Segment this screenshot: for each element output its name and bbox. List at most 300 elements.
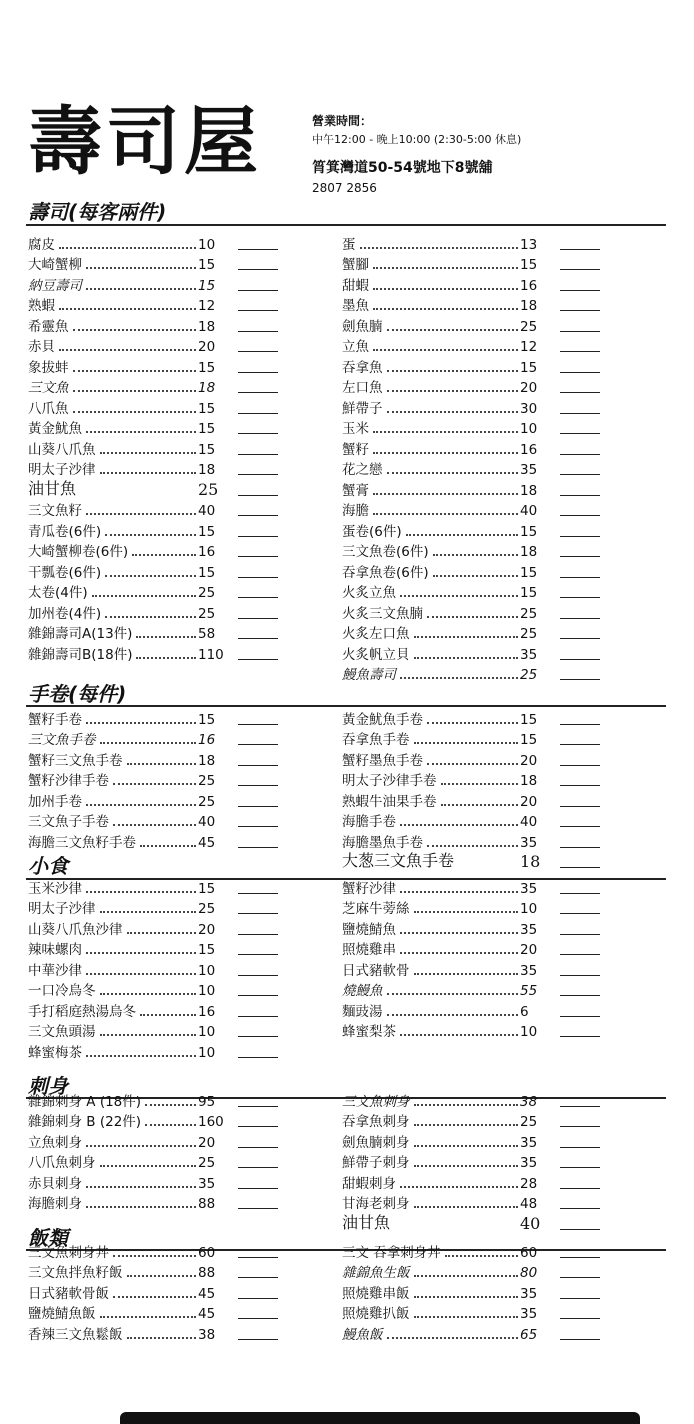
quantity-blank[interactable]: [238, 1147, 278, 1148]
item-name: 雜錦壽司B(18件): [28, 646, 133, 663]
quantity-blank[interactable]: [560, 638, 600, 639]
item-name: 蛋: [342, 236, 356, 253]
menu-item: [342, 897, 600, 918]
quantity-blank[interactable]: [238, 454, 278, 455]
right-column: [342, 1089, 600, 1233]
item-price: 28: [520, 1175, 538, 1192]
item-name: 大崎蟹柳卷(6件): [28, 544, 129, 560]
quantity-blank[interactable]: [238, 413, 278, 414]
quantity-blank[interactable]: [238, 638, 278, 639]
quantity-blank[interactable]: [560, 724, 600, 725]
quantity-blank[interactable]: [238, 1036, 278, 1037]
item-name: 左口魚: [342, 380, 383, 396]
leader-dots: [105, 575, 196, 577]
quantity-blank[interactable]: [238, 597, 278, 598]
menu-item: [342, 1212, 600, 1233]
menu-item: [28, 1281, 278, 1302]
item-price: 15: [198, 359, 216, 376]
quantity-blank[interactable]: [560, 372, 600, 373]
item-price: 110: [198, 646, 224, 663]
menu-item: [342, 1171, 600, 1192]
quantity-blank[interactable]: [560, 515, 600, 516]
item-price: 16: [520, 277, 538, 294]
item-name: 燒鰻魚: [342, 983, 383, 999]
item-name: 鹽燒鯖魚飯: [28, 1306, 96, 1322]
leader-dots: [414, 657, 519, 659]
leader-dots: [136, 657, 196, 659]
menu-item: [28, 478, 278, 499]
quantity-blank[interactable]: [560, 413, 600, 414]
menu-item: [342, 519, 600, 540]
item-name: 象拔蚌: [28, 359, 69, 376]
quantity-blank[interactable]: [560, 867, 600, 868]
leader-dots: [100, 1034, 197, 1036]
menu-item: [28, 1040, 278, 1061]
quantity-blank[interactable]: [560, 765, 600, 766]
item-name: 香辣三文魚鬆飯: [28, 1326, 123, 1343]
quantity-blank[interactable]: [560, 785, 600, 786]
menu-item: [342, 253, 600, 274]
menu-item: [342, 1322, 600, 1343]
quantity-blank[interactable]: [560, 269, 600, 270]
item-price: 10: [198, 1044, 216, 1061]
left-column: [28, 707, 278, 851]
quantity-blank[interactable]: [560, 954, 600, 955]
quantity-blank[interactable]: [560, 975, 600, 976]
quantity-blank[interactable]: [238, 1298, 278, 1299]
item-name: 大葱三文魚手卷: [342, 851, 455, 870]
shop-address: 筲箕灣道50-54號地下8號舖: [312, 160, 493, 176]
item-price: 25: [198, 605, 216, 622]
quantity-blank[interactable]: [560, 249, 600, 250]
hours-label: 營業時間：: [312, 114, 373, 128]
leader-dots: [373, 452, 518, 454]
item-price: 16: [520, 441, 538, 458]
item-name: 油甘魚: [342, 1212, 391, 1232]
menu-item: [342, 232, 600, 253]
item-name: 三文魚子手卷: [28, 814, 109, 830]
right-column: [342, 1240, 600, 1343]
quantity-blank[interactable]: [238, 1016, 278, 1017]
quantity-blank[interactable]: [560, 1339, 600, 1340]
leader-dots: [414, 973, 519, 975]
menu-item: [342, 917, 600, 938]
quantity-blank[interactable]: [560, 913, 600, 914]
menu-item: [342, 273, 600, 294]
item-price: 18: [520, 773, 538, 789]
leader-dots: [414, 1316, 519, 1318]
menu-item: [342, 642, 600, 663]
item-price: 20: [198, 1134, 216, 1151]
quantity-blank[interactable]: [560, 474, 600, 475]
item-price: 15: [520, 564, 538, 581]
item-name: 日式豬軟骨飯: [28, 1285, 109, 1302]
menu-item: [28, 1302, 278, 1323]
menu-item: [342, 1130, 600, 1151]
quantity-blank[interactable]: [238, 765, 278, 766]
menu-item: [28, 958, 278, 979]
item-price: 10: [198, 962, 216, 979]
quantity-blank[interactable]: [560, 1257, 600, 1258]
menu-item: [342, 458, 600, 479]
quantity-blank[interactable]: [560, 1188, 600, 1189]
leader-dots: [373, 288, 518, 290]
quantity-blank[interactable]: [238, 913, 278, 914]
leader-dots: [140, 845, 196, 847]
item-name: 玉米沙律: [28, 880, 82, 897]
right-column: [342, 876, 600, 1040]
quantity-blank[interactable]: [238, 1188, 278, 1189]
item-price: 10: [520, 901, 538, 917]
quantity-blank[interactable]: [238, 577, 278, 578]
leader-dots: [100, 1165, 197, 1167]
leader-dots: [414, 636, 519, 638]
leader-dots: [373, 431, 518, 433]
quantity-blank[interactable]: [238, 1257, 278, 1258]
item-name: 三文魚籽: [28, 503, 82, 519]
opening-hours: 中午12:00 - 晚上10:00 (2:30-5:00 休息): [312, 133, 522, 146]
item-name: 干瓢卷(6件): [28, 564, 102, 581]
menu-item: [28, 979, 278, 1000]
quantity-blank[interactable]: [238, 724, 278, 725]
item-name: 蛋卷(6件): [342, 523, 402, 540]
quantity-blank[interactable]: [238, 536, 278, 537]
item-price: 35: [520, 880, 538, 897]
menu-item: [342, 560, 600, 581]
quantity-blank[interactable]: [560, 1167, 600, 1168]
quantity-blank[interactable]: [238, 310, 278, 311]
menu-item: [342, 851, 600, 872]
quantity-blank[interactable]: [238, 744, 278, 745]
menu-item: [28, 748, 278, 769]
quantity-blank[interactable]: [560, 934, 600, 935]
menu-item: [28, 999, 278, 1020]
leader-dots: [86, 1145, 196, 1147]
menu-item: [28, 601, 278, 622]
quantity-blank[interactable]: [560, 659, 600, 660]
quantity-blank[interactable]: [238, 1277, 278, 1278]
leader-dots: [86, 891, 196, 893]
item-price: 15: [198, 523, 216, 540]
quantity-blank[interactable]: [560, 847, 600, 848]
item-price: 18: [520, 852, 541, 871]
quantity-blank[interactable]: [238, 1167, 278, 1168]
item-price: 20: [520, 380, 538, 396]
item-name: 油甘魚: [28, 478, 77, 498]
quantity-blank[interactable]: [560, 577, 600, 578]
item-name: 海膽: [342, 503, 369, 519]
item-price: 35: [520, 962, 538, 979]
menu-item: [28, 335, 278, 356]
quantity-blank[interactable]: [238, 1318, 278, 1319]
item-price: 95: [198, 1093, 216, 1110]
quantity-blank[interactable]: [238, 826, 278, 827]
quantity-blank[interactable]: [238, 1106, 278, 1107]
item-name: 日式豬軟骨: [342, 962, 410, 979]
item-price: 18: [198, 318, 216, 335]
leader-dots: [400, 824, 518, 826]
left-column: [28, 1089, 278, 1212]
leader-dots: [387, 329, 519, 331]
quantity-blank[interactable]: [238, 954, 278, 955]
quantity-blank[interactable]: [560, 1126, 600, 1127]
quantity-blank[interactable]: [560, 1318, 600, 1319]
quantity-blank[interactable]: [238, 331, 278, 332]
leader-dots: [414, 1145, 519, 1147]
quantity-blank[interactable]: [560, 433, 600, 434]
quantity-blank[interactable]: [238, 975, 278, 976]
leader-dots: [414, 1124, 519, 1126]
item-price: 45: [198, 834, 216, 851]
quantity-blank[interactable]: [238, 1126, 278, 1127]
quantity-blank[interactable]: [238, 249, 278, 250]
quantity-blank[interactable]: [238, 995, 278, 996]
item-name: 鮮帶子: [342, 400, 383, 417]
quantity-blank[interactable]: [560, 893, 600, 894]
right-column: [342, 232, 600, 683]
menu-item: [342, 958, 600, 979]
leader-dots: [132, 554, 196, 556]
menu-item: [28, 560, 278, 581]
item-name: 照燒雞串飯: [342, 1285, 410, 1302]
item-price: 25: [198, 901, 216, 917]
quantity-blank[interactable]: [560, 495, 600, 496]
leader-dots: [400, 932, 518, 934]
item-price: 12: [198, 298, 216, 314]
leader-dots: [100, 742, 197, 744]
item-name: 甜蝦: [342, 277, 369, 294]
quantity-blank[interactable]: [560, 618, 600, 619]
menu-item: [342, 1089, 600, 1110]
leader-dots: [387, 370, 519, 372]
quantity-blank[interactable]: [560, 679, 600, 680]
item-name: 劍魚腩刺身: [342, 1134, 410, 1151]
menu-item: [28, 376, 278, 397]
item-name: 山葵八爪魚: [28, 441, 96, 458]
item-price: 35: [520, 1134, 538, 1151]
leader-dots: [387, 1337, 519, 1339]
quantity-blank[interactable]: [238, 495, 278, 496]
leader-dots: [414, 1206, 519, 1208]
leader-dots: [136, 636, 196, 638]
bottom-edge-shadow: [120, 1412, 640, 1424]
leader-dots: [441, 804, 519, 806]
item-name: 納豆壽司: [28, 277, 82, 294]
quantity-blank[interactable]: [560, 392, 600, 393]
item-price: 88: [198, 1265, 216, 1281]
item-name: 加州卷(4件): [28, 605, 102, 622]
quantity-blank[interactable]: [238, 847, 278, 848]
quantity-blank[interactable]: [560, 995, 600, 996]
quantity-blank[interactable]: [238, 659, 278, 660]
quantity-blank[interactable]: [238, 1339, 278, 1340]
leader-dots: [73, 329, 197, 331]
quantity-blank[interactable]: [238, 515, 278, 516]
menu-item: [28, 769, 278, 790]
quantity-blank[interactable]: [238, 351, 278, 352]
menu-item: [342, 789, 600, 810]
leader-dots: [427, 845, 518, 847]
quantity-blank[interactable]: [238, 785, 278, 786]
leader-dots: [100, 472, 197, 474]
menu-item: [342, 622, 600, 643]
menu-item: [342, 728, 600, 749]
quantity-blank[interactable]: [560, 1298, 600, 1299]
quantity-blank[interactable]: [238, 934, 278, 935]
item-price: 38: [520, 1093, 538, 1110]
quantity-blank[interactable]: [238, 269, 278, 270]
leader-dots: [387, 411, 519, 413]
quantity-blank[interactable]: [238, 474, 278, 475]
item-price: 16: [198, 544, 216, 560]
item-name: 三文魚: [28, 380, 69, 396]
menu-item: [28, 1089, 278, 1110]
quantity-blank[interactable]: [560, 1208, 600, 1209]
section-title: 飯類: [28, 1226, 68, 1250]
item-price: 25: [198, 479, 219, 499]
quantity-blank[interactable]: [560, 556, 600, 557]
item-name: 立魚刺身: [28, 1134, 82, 1151]
item-name: 黃金魷魚: [28, 421, 82, 437]
quantity-blank[interactable]: [560, 351, 600, 352]
item-name: 火炙立魚: [342, 585, 396, 601]
quantity-blank[interactable]: [238, 893, 278, 894]
item-price: 35: [520, 1155, 538, 1171]
item-price: 10: [198, 236, 216, 253]
item-name: 麵豉湯: [342, 1003, 383, 1020]
item-price: 25: [198, 793, 216, 810]
item-name: 手打稻庭熱湯烏冬: [28, 1003, 136, 1020]
leader-dots: [100, 911, 197, 913]
leader-dots: [105, 616, 196, 618]
item-name: 赤貝刺身: [28, 1175, 82, 1192]
quantity-blank[interactable]: [238, 392, 278, 393]
menu-item: [342, 979, 600, 1000]
leader-dots: [373, 267, 518, 269]
quantity-blank[interactable]: [560, 290, 600, 291]
leader-dots: [400, 1186, 518, 1188]
menu-item: [28, 540, 278, 561]
quantity-blank[interactable]: [560, 1106, 600, 1107]
item-price: 18: [198, 380, 216, 396]
leader-dots: [400, 952, 518, 954]
item-price: 35: [520, 1285, 538, 1302]
quantity-blank[interactable]: [560, 536, 600, 537]
quantity-blank[interactable]: [560, 1147, 600, 1148]
item-price: 18: [520, 298, 538, 314]
item-price: 10: [198, 983, 216, 999]
item-name: 海膽手卷: [342, 814, 396, 830]
quantity-blank[interactable]: [560, 826, 600, 827]
quantity-blank[interactable]: [238, 1057, 278, 1058]
menu-item: [342, 376, 600, 397]
item-name: 蟹籽: [342, 441, 369, 458]
leader-dots: [86, 288, 196, 290]
menu-item: [342, 938, 600, 959]
quantity-blank[interactable]: [238, 618, 278, 619]
item-name: 吞拿魚: [342, 359, 383, 376]
leader-dots: [86, 952, 196, 954]
item-name: 鰻魚壽司: [342, 667, 396, 683]
quantity-blank[interactable]: [560, 454, 600, 455]
item-name: 照燒雞扒飯: [342, 1306, 410, 1322]
quantity-blank[interactable]: [238, 372, 278, 373]
quantity-blank[interactable]: [560, 1277, 600, 1278]
quantity-blank[interactable]: [560, 1036, 600, 1037]
item-price: 10: [198, 1024, 216, 1040]
item-price: 48: [520, 1196, 538, 1212]
menu-item: [28, 396, 278, 417]
quantity-blank[interactable]: [560, 1016, 600, 1017]
item-name: 加州手卷: [28, 793, 82, 810]
item-name: 立魚: [342, 339, 369, 355]
leader-dots: [400, 891, 518, 893]
leader-dots: [445, 1255, 518, 1257]
quantity-blank[interactable]: [560, 1229, 600, 1230]
item-name: 芝麻牛蒡絲: [342, 901, 410, 917]
leader-dots: [100, 993, 197, 995]
item-price: 16: [198, 732, 216, 748]
quantity-blank[interactable]: [560, 806, 600, 807]
leader-dots: [113, 783, 196, 785]
quantity-blank[interactable]: [560, 744, 600, 745]
leader-dots: [86, 431, 196, 433]
leader-dots: [433, 554, 518, 556]
quantity-blank[interactable]: [238, 556, 278, 557]
item-price: 35: [520, 921, 538, 938]
item-price: 35: [520, 646, 538, 663]
quantity-blank[interactable]: [560, 597, 600, 598]
menu-item: [342, 355, 600, 376]
menu-item: [342, 499, 600, 520]
leader-dots: [414, 1296, 519, 1298]
quantity-blank[interactable]: [238, 1208, 278, 1209]
item-price: 40: [520, 814, 538, 830]
item-price: 15: [198, 441, 216, 458]
menu-item: [342, 335, 600, 356]
item-name: 甜蝦刺身: [342, 1175, 396, 1192]
item-price: 15: [198, 421, 216, 437]
item-name: 中華沙律: [28, 962, 82, 979]
item-name: 蟹膏: [342, 482, 369, 499]
item-price: 15: [520, 732, 538, 748]
quantity-blank[interactable]: [238, 806, 278, 807]
item-name: 雜錦刺身 A (18件): [28, 1093, 142, 1110]
item-name: 蟹腳: [342, 257, 369, 273]
leader-dots: [86, 722, 196, 724]
leader-dots: [92, 595, 196, 597]
item-name: 玉米: [342, 421, 369, 437]
item-price: 55: [520, 983, 538, 999]
menu-item: [28, 917, 278, 938]
section-title: 小食: [28, 854, 68, 878]
menu-item: [342, 478, 600, 499]
quantity-blank[interactable]: [238, 290, 278, 291]
item-name: 蟹籽沙律: [342, 880, 396, 897]
leader-dots: [373, 308, 518, 310]
item-name: 三文魚刺身丼: [28, 1244, 109, 1261]
leader-dots: [414, 911, 519, 913]
leader-dots: [400, 677, 518, 679]
leader-dots: [441, 783, 519, 785]
item-price: 25: [198, 773, 216, 789]
menu-item: [342, 1302, 600, 1323]
quantity-blank[interactable]: [560, 331, 600, 332]
quantity-blank[interactable]: [238, 433, 278, 434]
item-price: 65: [520, 1326, 538, 1343]
leader-dots: [414, 1165, 519, 1167]
quantity-blank[interactable]: [560, 310, 600, 311]
